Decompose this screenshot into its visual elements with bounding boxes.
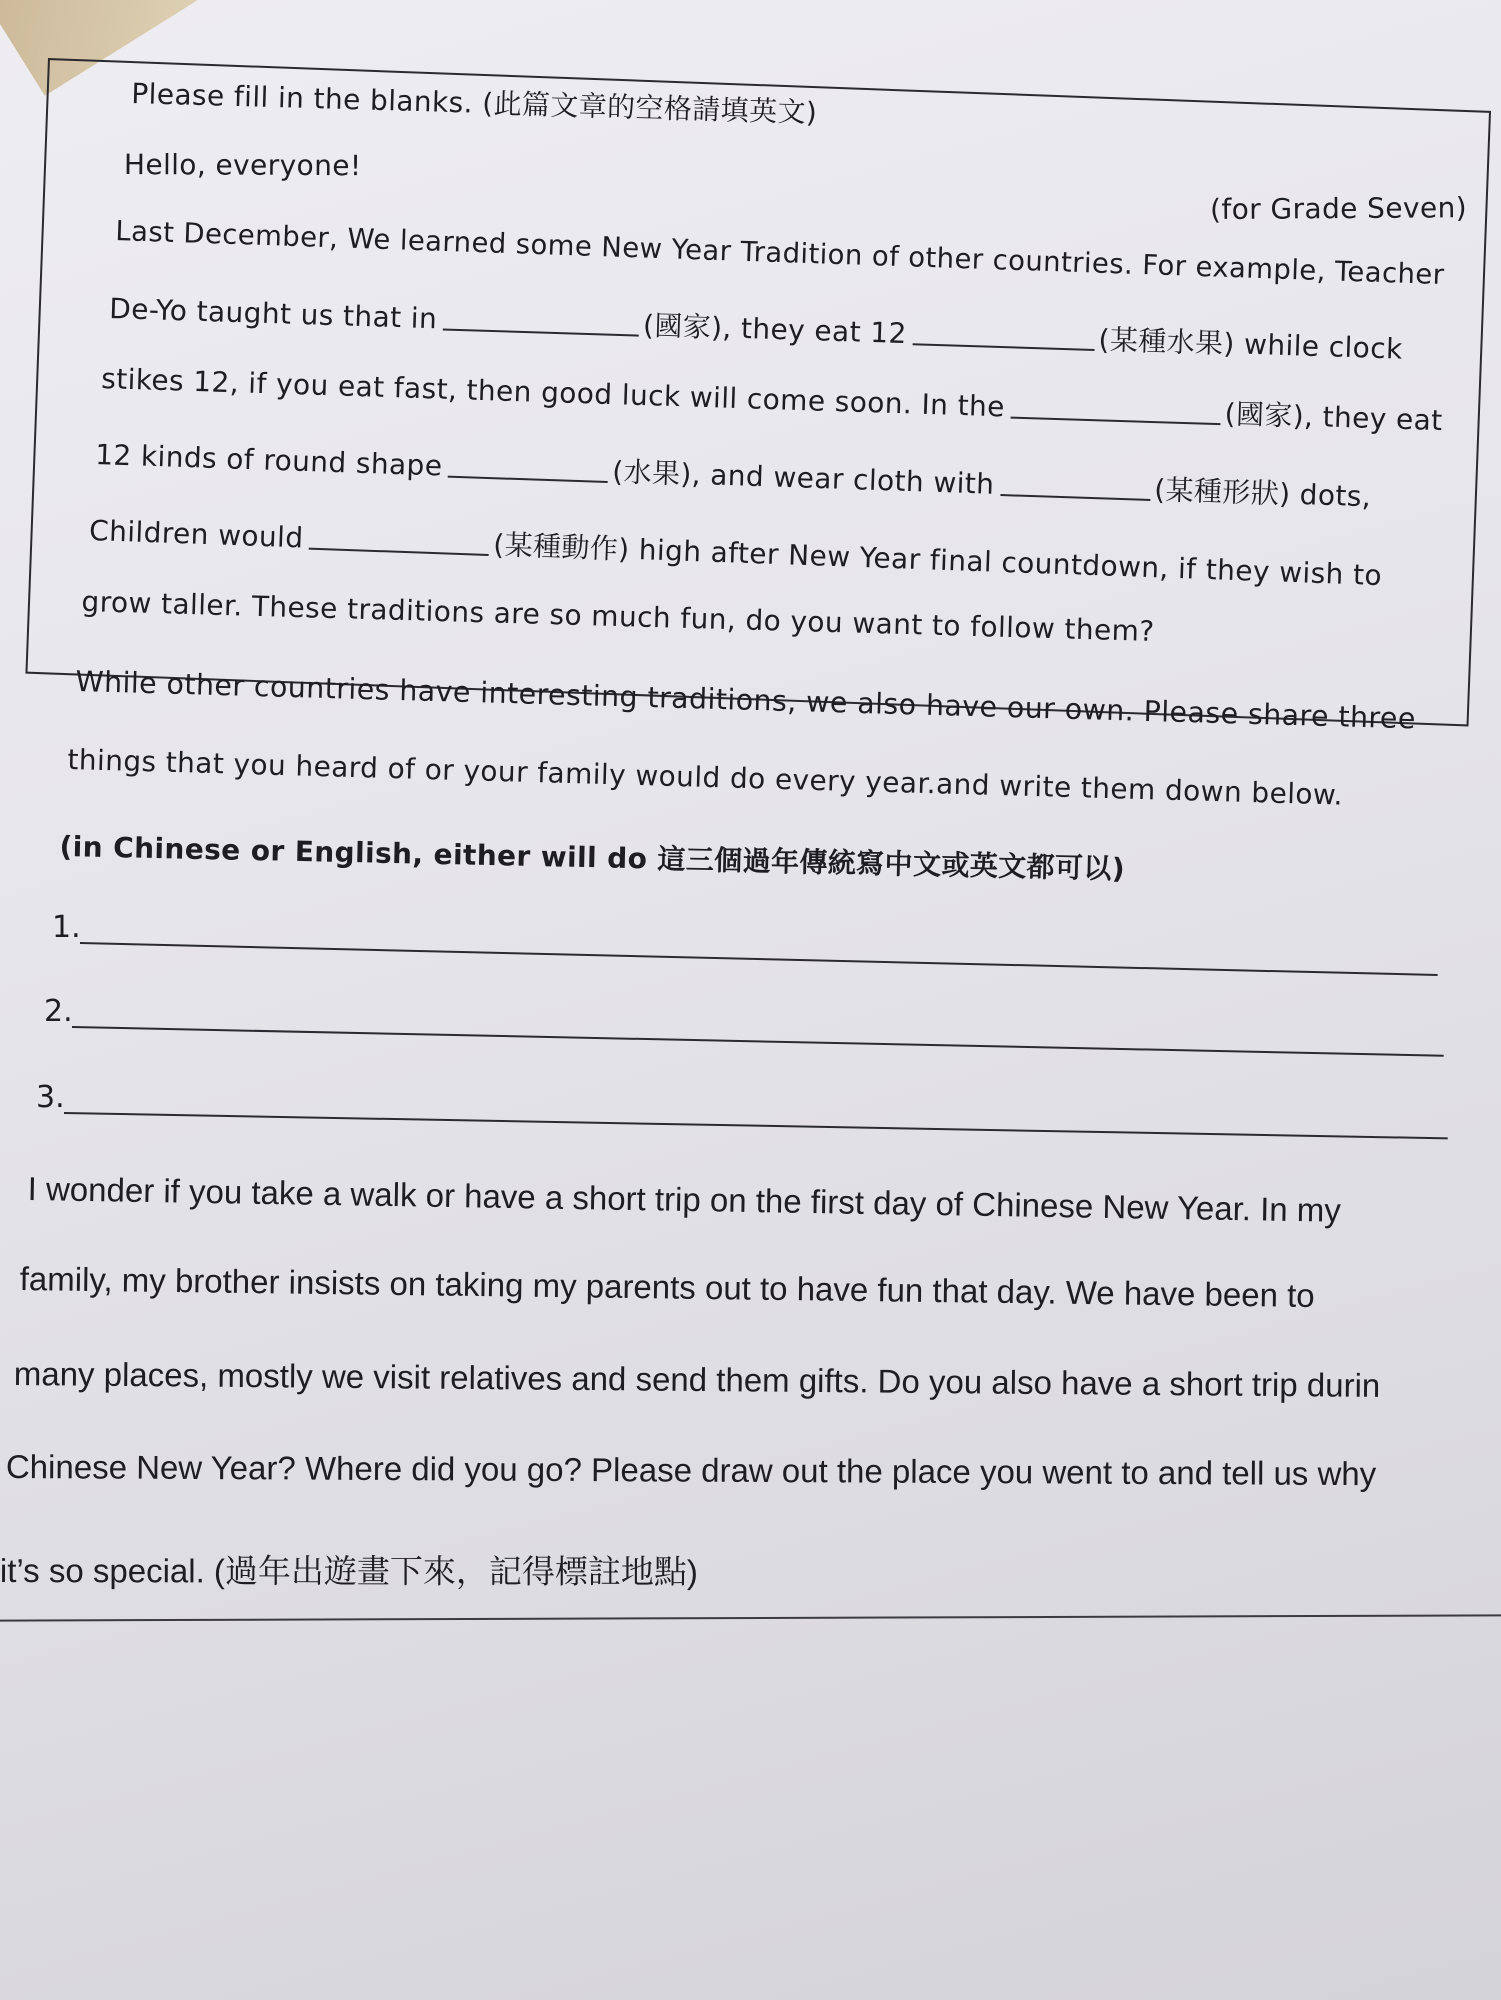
- instruction-text: Please fill in the blanks. (此篇文章的空格請填英文): [130, 76, 818, 130]
- passage-line-3-text-b: (國家), they eat: [1224, 397, 1444, 438]
- answer-label-2: 2.: [44, 994, 73, 1029]
- passage-line-4-text-a: 12 kinds of round shape: [94, 437, 443, 483]
- answer-line-2[interactable]: [72, 1026, 1444, 1057]
- passage-line-1: Last December, We learned some New Year Tradition of other countries. For example, Teacher: [114, 215, 1445, 292]
- passage-line-2-text-a: De-Yo taught us that in: [108, 291, 438, 336]
- trip-line-3: many places, mostly we visit relatives and send them gifts. Do you also have a short trip durin: [13, 1355, 1381, 1404]
- blank-shape[interactable]: [1000, 465, 1151, 501]
- passage-line-4-text-b: (水果), and wear cloth with: [611, 455, 995, 501]
- passage-line-2-text-b: (國家), they eat 12: [642, 308, 908, 351]
- blank-action[interactable]: [309, 518, 490, 556]
- passage-line-5-text-b: (某種動作) high after New Year final countdown, if they wish to: [492, 528, 1383, 593]
- grade-label: (for Grade Seven): [1210, 191, 1468, 226]
- trip-line-4: Chinese New Year? Where did you go? Please draw out the place you went to and tell us why: [5, 1448, 1377, 1493]
- answer-label-3: 3.: [36, 1080, 65, 1115]
- blank-country-2[interactable]: [1010, 387, 1221, 425]
- passage-line-4-text-c: (某種形狀) dots,: [1153, 473, 1372, 514]
- passage-line-5-text-a: Children would: [88, 513, 305, 555]
- passage-line-2-text-c: (某種水果) while clock: [1098, 323, 1404, 366]
- trip-line-5: it’s so special. (過年出遊畫下來，記得標註地點): [0, 1552, 698, 1591]
- drawing-area-divider: [0, 1614, 1501, 1621]
- share-line-3: (in Chinese or English, either will do 這三個過年傳統寫中文或英文都可以): [59, 829, 1126, 886]
- answer-label-1: 1.: [52, 910, 81, 945]
- blank-fruit-2[interactable]: [448, 446, 609, 483]
- share-line-2: things that you heard of or your family would do every year.and write them down below.: [67, 743, 1344, 812]
- passage-line-3-text-a: stikes 12, if you eat fast, then good luck will come soon. In the: [100, 361, 1006, 424]
- passage-line-6: grow taller. These traditions are so much fun, do you want to follow them?: [81, 585, 1155, 648]
- answer-line-1[interactable]: [80, 942, 1438, 976]
- trip-line-1: I wonder if you take a walk or have a short trip on the first day of Chinese New Year. In my: [27, 1170, 1342, 1229]
- blank-country-1[interactable]: [443, 299, 640, 337]
- trip-line-2: family, my brother insists on taking my parents out to have fun that day. We have been to: [19, 1260, 1315, 1314]
- answer-line-3[interactable]: [64, 1112, 1448, 1139]
- blank-fruit-1[interactable]: [912, 314, 1095, 351]
- greeting-text: Hello, everyone!: [123, 148, 362, 183]
- share-line-1: While other countries have interesting traditions, we also have our own. Please share three: [75, 665, 1417, 736]
